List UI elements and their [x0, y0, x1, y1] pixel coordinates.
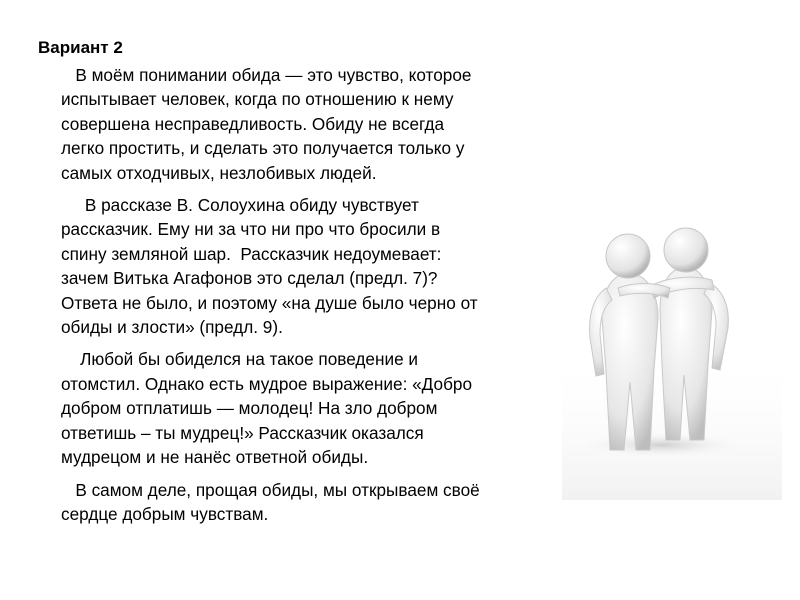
text-line: Ответа не было, и поэтому «на душе было черно от — [61, 292, 478, 313]
text-line: В рассказе В. Солоухина обиду чувствует — [61, 195, 419, 216]
two-friends-figures-icon — [562, 200, 782, 500]
paragraph-2 — [61, 193, 561, 339]
text-line: В моём понимании обида — это чувство, которое — [61, 65, 472, 85]
paragraph-3 — [61, 347, 561, 469]
text-line: легко простить, и сделать это получается только у — [61, 138, 465, 159]
text-line: добром отплатишь — молодец! На зло добром — [61, 398, 438, 419]
text-line: отомстил. Однако есть мудрое выражение: «Добро — [61, 373, 473, 394]
essay-text — [61, 63, 561, 534]
text-line: Любой бы обиделся на такое поведение и — [61, 349, 419, 370]
variant-heading: Вариант 2 — [38, 38, 123, 57]
paragraph-1 — [61, 63, 561, 185]
text-line: В самом деле, прощая обиды, мы открываем своё — [61, 479, 480, 500]
text-line: совершена несправедливость. Обиду не всегда — [61, 113, 445, 134]
text-line: сердце добрым чувствам. — [61, 503, 269, 524]
text-line: мудрецом и не нанёс ответной обиды. — [61, 447, 369, 468]
paragraph-4 — [61, 478, 561, 527]
text-line: испытывает человек, когда по отношению к нему — [61, 89, 454, 110]
text-line: самых отходчивых, незлобивых людей. — [61, 162, 377, 183]
text-line: спину земляной шар. Рассказчик недоумевает: — [61, 243, 442, 264]
text-line: обиды и злости» (предл. 9). — [61, 317, 283, 338]
text-line: ответишь – ты мудрец!» Рассказчик оказался — [61, 422, 424, 443]
text-line: рассказчик. Ему ни за что ни про что бросили в — [61, 219, 441, 240]
text-line: зачем Витька Агафонов это сделал (предл. 7)? — [61, 268, 438, 289]
